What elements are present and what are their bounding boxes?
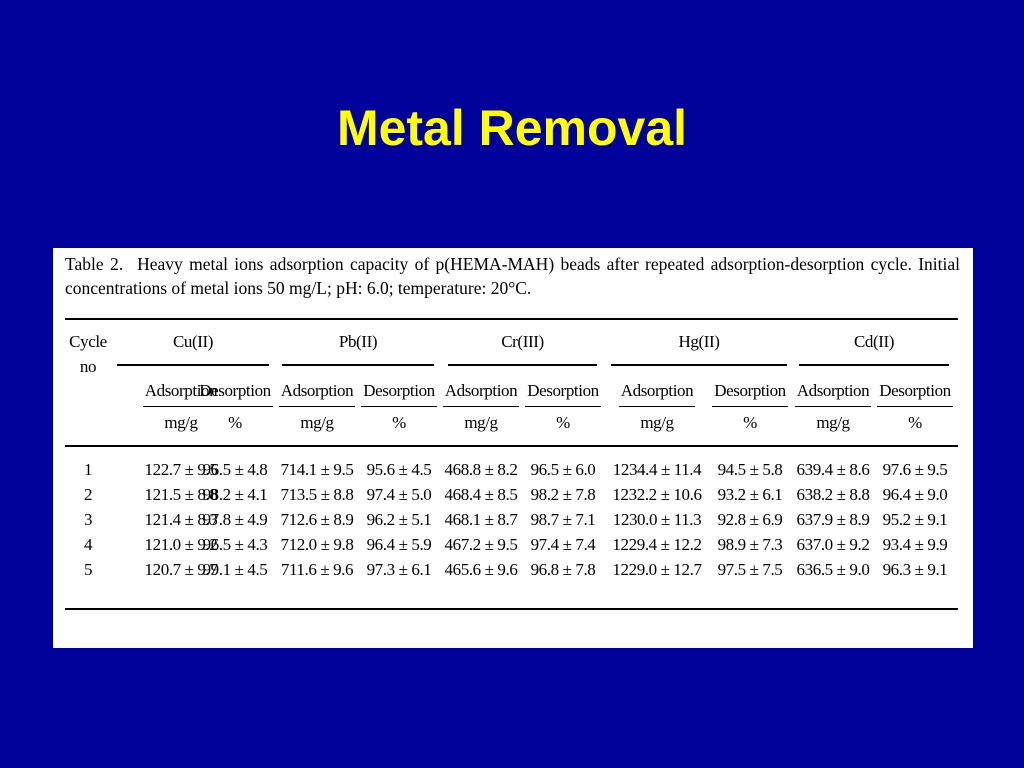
table-cell: 98.2 ± 7.8 [530,485,596,504]
table-cell: 96.2 ± 5.1 [366,510,432,529]
metal-group-rule [282,364,434,366]
table-cell: 96.5 ± 4.8 [202,460,268,479]
table-bottom-rule [65,608,958,610]
metal-header: Hg(II) [678,332,720,351]
table-image-panel [53,248,973,648]
metal-group-rule [448,364,597,366]
table-cell: 712.0 ± 9.8 [280,535,354,554]
unit-percent: % [556,413,570,432]
metal-header: Cd(II) [853,332,895,351]
table-cell: 99.1 ± 4.5 [202,560,268,579]
table-cell: 96.5 ± 4.3 [202,535,268,554]
table-cell: 1229.0 ± 12.7 [612,560,702,579]
table-cell: 96.4 ± 9.0 [882,485,948,504]
sub-header-rule [795,406,871,407]
table-cell: 97.3 ± 6.1 [366,560,432,579]
unit-percent: % [228,413,242,432]
table-cell: 122.7 ± 9.5 [144,460,218,479]
table-cell: 98.2 ± 4.1 [202,485,268,504]
table-cell: 95.2 ± 9.1 [882,510,948,529]
table-cell: 468.4 ± 8.5 [444,485,518,504]
table-top-rule [65,318,958,320]
metal-group-rule [799,364,949,366]
unit-mg-per-g: mg/g [164,413,198,432]
sub-header-rule [712,406,788,407]
sub-header-rule [279,406,355,407]
table-cell: 637.9 ± 8.9 [796,510,870,529]
header-bottom-rule [65,445,958,447]
slide-title: Metal Removal [336,100,688,156]
table-cell: 468.8 ± 8.2 [444,460,518,479]
table-cell: 468.1 ± 8.7 [444,510,518,529]
adsorption-header: Adsorption [796,381,870,400]
table-cell: 638.2 ± 8.8 [796,485,870,504]
table-cell: 639.4 ± 8.6 [796,460,870,479]
table-cell: 98.9 ± 7.3 [717,535,783,554]
desorption-header: Desorption [199,381,271,400]
desorption-header: Desorption [714,381,786,400]
metal-header: Cu(II) [172,332,214,351]
table-cell: 96.8 ± 7.8 [530,560,596,579]
table-cell: 120.7 ± 9.7 [144,560,218,579]
table-cell: 97.8 ± 4.9 [202,510,268,529]
table-cell: 1234.4 ± 11.4 [612,460,702,479]
unit-percent: % [743,413,757,432]
table-cell: 97.6 ± 9.5 [882,460,948,479]
sub-header-rule [361,406,437,407]
table-cell: 94.5 ± 5.8 [717,460,783,479]
unit-mg-per-g: mg/g [300,413,334,432]
cycle-number: 2 [83,485,93,504]
cycle-number: 1 [83,460,93,479]
table-cell: 1230.0 ± 11.3 [612,510,702,529]
table-cell: 465.6 ± 9.6 [444,560,518,579]
unit-mg-per-g: mg/g [640,413,674,432]
sub-header-rule [443,406,519,407]
table-cell: 711.6 ± 9.6 [280,560,354,579]
cycle-number: 3 [83,510,93,529]
table-cell: 467.2 ± 9.5 [444,535,518,554]
sub-header-rule [525,406,601,407]
cycle-header-line2: no [79,357,97,376]
table-cell: 96.4 ± 5.9 [366,535,432,554]
unit-mg-per-g: mg/g [464,413,498,432]
adsorption-header: Adsorption [280,381,354,400]
table-cell: 96.5 ± 6.0 [530,460,596,479]
sub-header-rule [877,406,953,407]
table-cell: 1229.4 ± 12.2 [612,535,702,554]
cycle-number: 5 [83,560,93,579]
sub-header-rule [619,406,695,407]
table-cell: 636.5 ± 9.0 [796,560,870,579]
table-cell: 97.5 ± 7.5 [717,560,783,579]
unit-percent: % [392,413,406,432]
table-cell: 92.8 ± 6.9 [717,510,783,529]
table-cell: 637.0 ± 9.2 [796,535,870,554]
sub-header-rule [197,406,273,407]
adsorption-header: Adsorption [144,381,218,400]
metal-header: Cr(III) [501,332,544,351]
adsorption-header: Adsorption [444,381,518,400]
adsorption-header: Adsorption [620,381,694,400]
table-cell: 712.6 ± 8.9 [280,510,354,529]
table-cell: 97.4 ± 5.0 [366,485,432,504]
metal-header: Pb(II) [338,332,378,351]
table-cell: 93.4 ± 9.9 [882,535,948,554]
table-cell: 121.0 ± 9.2 [144,535,218,554]
table-cell: 97.4 ± 7.4 [530,535,596,554]
table-caption-text: Heavy metal ions adsorption capacity of p(HEMA-MAH) beads after repeated adsorption-desorption cycle. Initial concentrations of metal ions 50 mg/L; pH: 6.0; temperature: 20°C. [65,254,960,298]
desorption-header: Desorption [363,381,435,400]
desorption-header: Desorption [879,381,951,400]
cycle-number: 4 [83,535,93,554]
table-cell: 98.7 ± 7.1 [530,510,596,529]
metal-group-rule [117,364,269,366]
table-cell: 121.5 ± 8.8 [144,485,218,504]
table-caption-label: Table 2. [65,254,124,274]
table-cell: 95.6 ± 4.5 [366,460,432,479]
table-cell: 93.2 ± 6.1 [717,485,783,504]
unit-mg-per-g: mg/g [816,413,850,432]
unit-percent: % [908,413,922,432]
table-cell: 713.5 ± 8.8 [280,485,354,504]
cycle-header-line1: Cycle [69,332,107,351]
metal-group-rule [611,364,787,366]
table-cell: 714.1 ± 9.5 [280,460,354,479]
table-cell: 96.3 ± 9.1 [882,560,948,579]
table-cell: 1232.2 ± 10.6 [612,485,702,504]
table-caption [65,252,960,300]
desorption-header: Desorption [527,381,599,400]
table-cell: 121.4 ± 8.3 [144,510,218,529]
